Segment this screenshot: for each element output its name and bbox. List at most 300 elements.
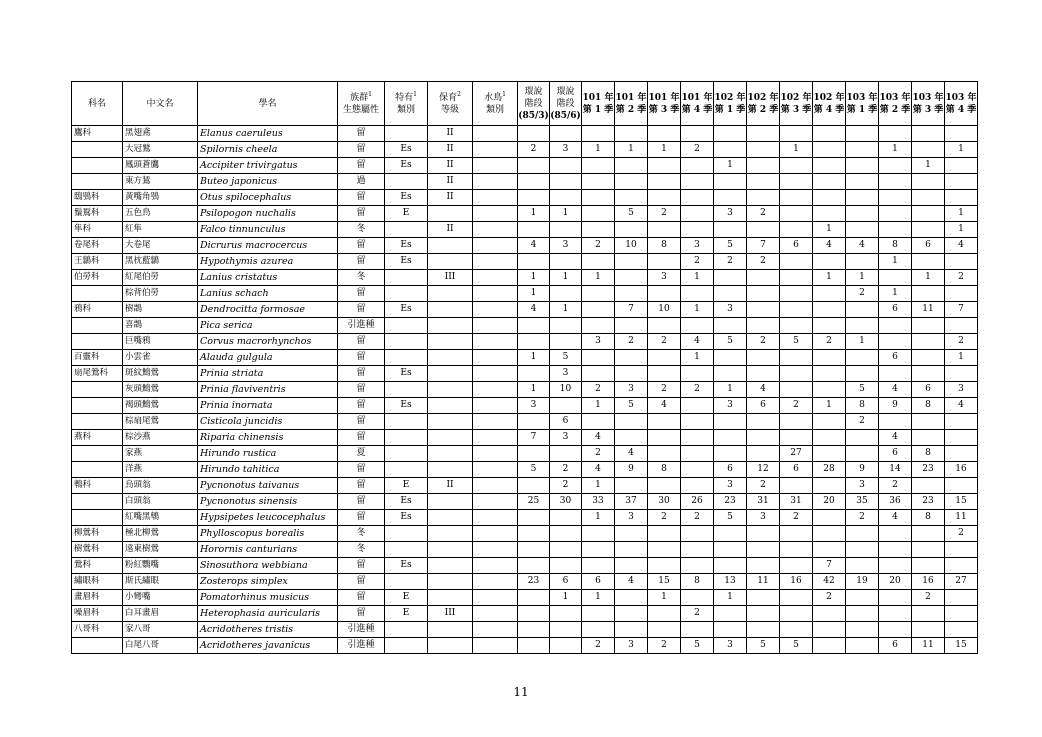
endemic-cell: E xyxy=(385,590,428,606)
quarter-count-cell: 6 xyxy=(879,350,912,366)
table-row xyxy=(72,430,978,446)
chinese-name-cell: 棕扇尾鶯 xyxy=(123,414,198,430)
quarter-count-cell: 3 xyxy=(714,638,747,654)
quarter-count-cell xyxy=(681,126,714,142)
endemic-cell: Es xyxy=(385,254,428,270)
conservation-level-cell xyxy=(428,206,473,222)
env-stage-count-cell: 5 xyxy=(550,350,582,366)
scientific-name-cell: Accipiter trivirgatus xyxy=(198,158,338,174)
status-cell: 留 xyxy=(338,254,385,270)
quarter-count-cell xyxy=(714,222,747,238)
quarter-count-cell xyxy=(780,286,813,302)
family-cell xyxy=(72,334,123,350)
quarter-count-cell xyxy=(780,542,813,558)
quarter-count-cell: 7 xyxy=(747,238,780,254)
scientific-name-cell: Hypsipetes leucocephalus xyxy=(198,510,338,526)
waterbird-cell xyxy=(473,206,518,222)
chinese-name-cell: 大冠鷲 xyxy=(123,142,198,158)
quarter-count-cell: 6 xyxy=(879,302,912,318)
endemic-cell xyxy=(385,318,428,334)
quarter-count-cell xyxy=(714,526,747,542)
chinese-name-cell: 遠東樹鶯 xyxy=(123,542,198,558)
endemic-cell: Es xyxy=(385,190,428,206)
quarter-count-cell: 2 xyxy=(615,334,648,350)
quarter-count-cell xyxy=(846,622,879,638)
conservation-level-cell: II xyxy=(428,158,473,174)
quarter-count-cell: 2 xyxy=(681,510,714,526)
quarter-count-cell: 1 xyxy=(945,350,978,366)
quarter-count-cell: 3 xyxy=(615,510,648,526)
quarter-count-cell: 10 xyxy=(648,302,681,318)
quarter-count-cell xyxy=(879,366,912,382)
quarter-count-cell: 2 xyxy=(681,606,714,622)
quarter-count-cell xyxy=(681,478,714,494)
quarter-count-cell: 8 xyxy=(648,462,681,478)
chinese-name-cell: 白耳畫眉 xyxy=(123,606,198,622)
chinese-name-cell: 白尾八哥 xyxy=(123,638,198,654)
env-stage-count-cell: 30 xyxy=(550,494,582,510)
quarter-count-cell: 1 xyxy=(879,142,912,158)
quarter-count-cell: 2 xyxy=(648,334,681,350)
scientific-name-cell: Prinia striata xyxy=(198,366,338,382)
quarter-count-cell xyxy=(714,366,747,382)
quarter-count-cell xyxy=(615,174,648,190)
chinese-name-cell: 斑紋鷦鶯 xyxy=(123,366,198,382)
quarter-count-cell: 6 xyxy=(582,574,615,590)
endemic-cell: Es xyxy=(385,398,428,414)
quarter-count-cell: 1 xyxy=(945,142,978,158)
quarter-count-cell: 16 xyxy=(912,574,945,590)
quarter-count-cell: 1 xyxy=(681,350,714,366)
endemic-cell: Es xyxy=(385,158,428,174)
quarter-count-cell: 10 xyxy=(615,238,648,254)
quarter-count-cell xyxy=(912,206,945,222)
chinese-name-cell: 白頭翁 xyxy=(123,494,198,510)
endemic-cell: E xyxy=(385,478,428,494)
quarter-count-cell xyxy=(648,126,681,142)
quarter-count-cell xyxy=(582,622,615,638)
quarter-count-cell: 2 xyxy=(681,142,714,158)
quarter-count-cell xyxy=(912,318,945,334)
quarter-count-cell xyxy=(747,526,780,542)
table-row xyxy=(72,366,978,382)
quarter-count-cell xyxy=(681,542,714,558)
quarter-count-cell xyxy=(780,318,813,334)
quarter-count-cell xyxy=(912,622,945,638)
quarter-count-cell xyxy=(615,350,648,366)
conservation-level-cell: II xyxy=(428,142,473,158)
quarter-count-cell xyxy=(879,190,912,206)
waterbird-cell xyxy=(473,414,518,430)
env-stage-count-cell xyxy=(518,558,550,574)
quarter-count-cell xyxy=(912,190,945,206)
quarter-count-cell: 19 xyxy=(846,574,879,590)
family-cell: 扇尾鶯科 xyxy=(72,366,123,382)
quarter-count-cell: 9 xyxy=(615,462,648,478)
endemic-cell xyxy=(385,350,428,366)
quarter-count-cell xyxy=(615,158,648,174)
waterbird-cell xyxy=(473,638,518,654)
waterbird-cell xyxy=(473,158,518,174)
quarter-count-cell xyxy=(780,430,813,446)
quarter-count-cell xyxy=(615,430,648,446)
quarter-header: 101 年 第 2 季 xyxy=(615,82,648,126)
env-stage-count-cell xyxy=(518,190,550,206)
quarter-count-cell: 8 xyxy=(912,398,945,414)
env-stage-count-cell xyxy=(518,222,550,238)
quarter-count-cell: 20 xyxy=(813,494,846,510)
conservation-level-cell xyxy=(428,574,473,590)
env-stage-count-cell xyxy=(518,318,550,334)
family-cell: 鷹科 xyxy=(72,126,123,142)
quarter-header: 103 年 第 1 季 xyxy=(846,82,879,126)
conservation-level-cell: II xyxy=(428,222,473,238)
endemic-cell: Es xyxy=(385,510,428,526)
quarter-count-cell: 5 xyxy=(714,238,747,254)
quarter-count-cell: 3 xyxy=(615,382,648,398)
quarter-count-cell: 6 xyxy=(714,462,747,478)
quarter-count-cell xyxy=(813,174,846,190)
quarter-count-cell: 4 xyxy=(582,430,615,446)
quarter-count-cell xyxy=(846,558,879,574)
quarter-count-cell xyxy=(681,398,714,414)
quarter-count-cell xyxy=(780,270,813,286)
chinese-name-cell: 粉紅鸚嘴 xyxy=(123,558,198,574)
conservation-level-cell xyxy=(428,622,473,638)
quarter-count-cell xyxy=(615,318,648,334)
quarter-count-cell xyxy=(747,174,780,190)
quarter-count-cell xyxy=(846,206,879,222)
endemic-cell: Es xyxy=(385,302,428,318)
quarter-count-cell xyxy=(681,414,714,430)
env-stage-count-cell: 2 xyxy=(550,462,582,478)
quarter-count-cell xyxy=(846,222,879,238)
quarter-count-cell xyxy=(648,446,681,462)
quarter-count-cell: 8 xyxy=(912,510,945,526)
waterbird-cell xyxy=(473,382,518,398)
scientific-name-cell: Pycnonotus taivanus xyxy=(198,478,338,494)
quarter-count-cell xyxy=(813,510,846,526)
quarter-count-cell xyxy=(714,318,747,334)
quarter-count-cell: 5 xyxy=(846,382,879,398)
quarter-count-cell xyxy=(879,542,912,558)
quarter-count-cell xyxy=(912,606,945,622)
env-stage-count-cell: 10 xyxy=(550,382,582,398)
table-row xyxy=(72,174,978,190)
quarter-count-cell: 1 xyxy=(912,158,945,174)
family-cell xyxy=(72,638,123,654)
quarter-count-cell xyxy=(681,590,714,606)
quarter-count-cell: 2 xyxy=(648,510,681,526)
status-cell: 引進種 xyxy=(338,318,385,334)
waterbird-cell xyxy=(473,174,518,190)
quarter-count-cell: 23 xyxy=(714,494,747,510)
chinese-name-cell: 棕沙燕 xyxy=(123,430,198,446)
quarter-count-cell xyxy=(648,526,681,542)
family-cell: 鴟鴞科 xyxy=(72,190,123,206)
quarter-count-cell xyxy=(582,366,615,382)
endemic-cell xyxy=(385,542,428,558)
conservation-level-cell: II xyxy=(428,478,473,494)
endemic-cell xyxy=(385,414,428,430)
quarter-count-cell: 8 xyxy=(879,238,912,254)
quarter-count-cell xyxy=(714,142,747,158)
quarter-count-cell xyxy=(912,350,945,366)
quarter-count-cell: 2 xyxy=(813,334,846,350)
quarter-count-cell xyxy=(780,254,813,270)
quarter-count-cell: 2 xyxy=(648,206,681,222)
waterbird-cell xyxy=(473,126,518,142)
quarter-count-cell: 1 xyxy=(813,398,846,414)
endemic-cell: Es xyxy=(385,366,428,382)
table-row xyxy=(72,190,978,206)
chinese-name-cell: 紅尾伯勞 xyxy=(123,270,198,286)
quarter-count-cell xyxy=(648,222,681,238)
quarter-count-cell xyxy=(813,606,846,622)
quarter-count-cell xyxy=(912,222,945,238)
quarter-count-cell: 26 xyxy=(681,494,714,510)
endemic-header: 特有$^1$ 類別 xyxy=(385,82,428,126)
quarter-count-cell xyxy=(648,174,681,190)
chinese-name-cell: 紅隼 xyxy=(123,222,198,238)
quarter-count-cell: 4 xyxy=(945,238,978,254)
status-cell: 留 xyxy=(338,158,385,174)
scientific-name-cell: Pycnonotus sinensis xyxy=(198,494,338,510)
quarter-count-cell xyxy=(945,478,978,494)
quarter-count-cell xyxy=(648,542,681,558)
quarter-count-cell: 6 xyxy=(912,238,945,254)
conservation-level-cell xyxy=(428,590,473,606)
waterbird-cell xyxy=(473,430,518,446)
scientific-name-cell: Falco tinnunculus xyxy=(198,222,338,238)
quarter-count-cell xyxy=(681,558,714,574)
waterbird-cell xyxy=(473,238,518,254)
env-stage-count-cell xyxy=(518,638,550,654)
status-cell: 留 xyxy=(338,238,385,254)
env-stage-count-cell xyxy=(518,622,550,638)
table-row xyxy=(72,478,978,494)
conservation-level-cell xyxy=(428,350,473,366)
quarter-count-cell xyxy=(747,190,780,206)
page-number: 11 xyxy=(513,685,529,699)
family-cell: 畫眉科 xyxy=(72,590,123,606)
quarter-count-cell xyxy=(780,382,813,398)
quarter-count-cell xyxy=(813,382,846,398)
chinese-name-cell: 烏頭翁 xyxy=(123,478,198,494)
quarter-count-cell: 2 xyxy=(648,638,681,654)
quarter-count-cell: 23 xyxy=(912,494,945,510)
quarter-count-cell xyxy=(747,158,780,174)
quarter-count-cell: 6 xyxy=(780,238,813,254)
quarter-count-cell xyxy=(615,286,648,302)
quarter-count-cell: 9 xyxy=(879,398,912,414)
quarter-count-cell: 3 xyxy=(945,382,978,398)
quarter-count-cell: 4 xyxy=(615,574,648,590)
quarter-count-cell xyxy=(846,142,879,158)
quarter-count-cell xyxy=(747,622,780,638)
quarter-count-cell xyxy=(879,126,912,142)
chinese-name-cell: 鳳頭蒼鷹 xyxy=(123,158,198,174)
quarter-count-cell xyxy=(813,542,846,558)
quarter-count-cell xyxy=(615,606,648,622)
status-cell: 留 xyxy=(338,462,385,478)
env-stage-count-cell: 3 xyxy=(518,398,550,414)
quarter-count-cell xyxy=(582,190,615,206)
quarter-count-cell: 4 xyxy=(813,238,846,254)
chinese-name-cell: 家八哥 xyxy=(123,622,198,638)
table-row xyxy=(72,462,978,478)
waterbird-cell xyxy=(473,462,518,478)
endemic-cell: Es xyxy=(385,238,428,254)
quarter-count-cell: 2 xyxy=(582,638,615,654)
quarter-count-cell xyxy=(912,366,945,382)
endemic-cell xyxy=(385,286,428,302)
quarter-count-cell: 2 xyxy=(846,510,879,526)
quarter-count-cell xyxy=(714,286,747,302)
env-stage-count-cell: 3 xyxy=(550,142,582,158)
quarter-count-cell: 31 xyxy=(780,494,813,510)
table-header xyxy=(72,82,978,126)
chinese-name-cell: 黑翅鳶 xyxy=(123,126,198,142)
endemic-cell: Es xyxy=(385,142,428,158)
endemic-cell: Es xyxy=(385,494,428,510)
table-row xyxy=(72,126,978,142)
quarter-count-cell xyxy=(615,590,648,606)
quarter-count-cell: 6 xyxy=(747,398,780,414)
quarter-count-cell xyxy=(945,158,978,174)
quarter-header: 101 年 第 3 季 xyxy=(648,82,681,126)
chinese-name-cell: 家燕 xyxy=(123,446,198,462)
quarter-count-cell: 2 xyxy=(582,238,615,254)
quarter-count-cell xyxy=(879,622,912,638)
quarter-count-cell xyxy=(780,190,813,206)
chinese-name-cell: 灰頭鷦鶯 xyxy=(123,382,198,398)
quarter-count-cell: 1 xyxy=(681,270,714,286)
status-cell: 留 xyxy=(338,366,385,382)
env-stage-count-cell xyxy=(518,126,550,142)
quarter-count-cell xyxy=(780,590,813,606)
quarter-header: 102 年 第 2 季 xyxy=(747,82,780,126)
scientific-name-cell: Otus spilocephalus xyxy=(198,190,338,206)
table-row xyxy=(72,638,978,654)
quarter-count-cell xyxy=(747,558,780,574)
quarter-count-cell xyxy=(582,126,615,142)
scientific-name-header: 學名 xyxy=(198,82,338,126)
quarter-count-cell xyxy=(879,206,912,222)
quarter-count-cell: 1 xyxy=(945,206,978,222)
quarter-count-cell xyxy=(747,446,780,462)
env-stage-count-cell xyxy=(518,526,550,542)
quarter-count-cell: 7 xyxy=(945,302,978,318)
waterbird-cell xyxy=(473,302,518,318)
family-cell xyxy=(72,382,123,398)
quarter-count-cell xyxy=(747,286,780,302)
family-cell xyxy=(72,510,123,526)
quarter-count-cell xyxy=(714,446,747,462)
env-stage-count-cell: 3 xyxy=(550,238,582,254)
table-row xyxy=(72,142,978,158)
quarter-header: 103 年 第 2 季 xyxy=(879,82,912,126)
status-cell: 留 xyxy=(338,382,385,398)
quarter-count-cell: 16 xyxy=(945,462,978,478)
quarter-count-cell: 5 xyxy=(681,638,714,654)
quarter-count-cell: 35 xyxy=(846,494,879,510)
family-cell xyxy=(72,446,123,462)
endemic-cell: Es xyxy=(385,558,428,574)
family-cell: 鴉科 xyxy=(72,302,123,318)
quarter-count-cell xyxy=(681,526,714,542)
conservation-level-cell xyxy=(428,526,473,542)
family-cell: 百靈科 xyxy=(72,350,123,366)
quarter-count-cell xyxy=(582,542,615,558)
quarter-count-cell xyxy=(648,350,681,366)
env-stage-count-cell xyxy=(550,158,582,174)
status-cell: 冬 xyxy=(338,526,385,542)
quarter-count-cell: 6 xyxy=(879,638,912,654)
scientific-name-cell: Hypothymis azurea xyxy=(198,254,338,270)
env-stage-count-cell: 1 xyxy=(518,382,550,398)
env-stage-count-cell: 1 xyxy=(550,206,582,222)
conservation-level-cell xyxy=(428,366,473,382)
quarter-count-cell xyxy=(912,542,945,558)
family-cell: 鵯科 xyxy=(72,478,123,494)
quarter-count-cell: 2 xyxy=(846,286,879,302)
env-stage-count-cell xyxy=(518,254,550,270)
env-stage-count-cell xyxy=(550,542,582,558)
quarter-count-cell xyxy=(648,478,681,494)
quarter-count-cell: 1 xyxy=(912,270,945,286)
quarter-count-cell xyxy=(879,558,912,574)
quarter-count-cell xyxy=(879,414,912,430)
table-row xyxy=(72,494,978,510)
family-cell: 柳鶯科 xyxy=(72,526,123,542)
quarter-header: 102 年 第 4 季 xyxy=(813,82,846,126)
scientific-name-cell: Riparia chinensis xyxy=(198,430,338,446)
quarter-count-cell xyxy=(945,318,978,334)
quarter-count-cell xyxy=(879,174,912,190)
quarter-count-cell xyxy=(648,190,681,206)
quarter-count-cell: 20 xyxy=(879,574,912,590)
chinese-name-cell: 洋燕 xyxy=(123,462,198,478)
env-stage-count-cell: 6 xyxy=(550,574,582,590)
env-stage-count-cell xyxy=(518,414,550,430)
quarter-count-cell xyxy=(582,414,615,430)
waterbird-cell xyxy=(473,590,518,606)
table-row xyxy=(72,334,978,350)
env-stage-count-cell: 3 xyxy=(550,430,582,446)
scientific-name-cell: Dendrocitta formosae xyxy=(198,302,338,318)
family-cell: 樹鶯科 xyxy=(72,542,123,558)
quarter-count-cell: 15 xyxy=(945,638,978,654)
quarter-count-cell xyxy=(714,350,747,366)
waterbird-header: 水鳥$^1$ 類別 xyxy=(473,82,518,126)
conservation-level-cell: III xyxy=(428,270,473,286)
family-cell: 伯勞科 xyxy=(72,270,123,286)
quarter-count-cell: 5 xyxy=(615,398,648,414)
quarter-count-cell xyxy=(747,350,780,366)
quarter-count-cell xyxy=(912,142,945,158)
endemic-cell xyxy=(385,462,428,478)
conservation-level-cell xyxy=(428,638,473,654)
status-cell: 留 xyxy=(338,510,385,526)
quarter-count-cell xyxy=(813,142,846,158)
quarter-count-cell xyxy=(648,286,681,302)
env-stage-count-cell xyxy=(518,174,550,190)
env-stage-count-cell xyxy=(550,510,582,526)
quarter-count-cell: 27 xyxy=(780,446,813,462)
quarter-count-cell xyxy=(846,350,879,366)
env-stage-count-cell: 2 xyxy=(518,142,550,158)
